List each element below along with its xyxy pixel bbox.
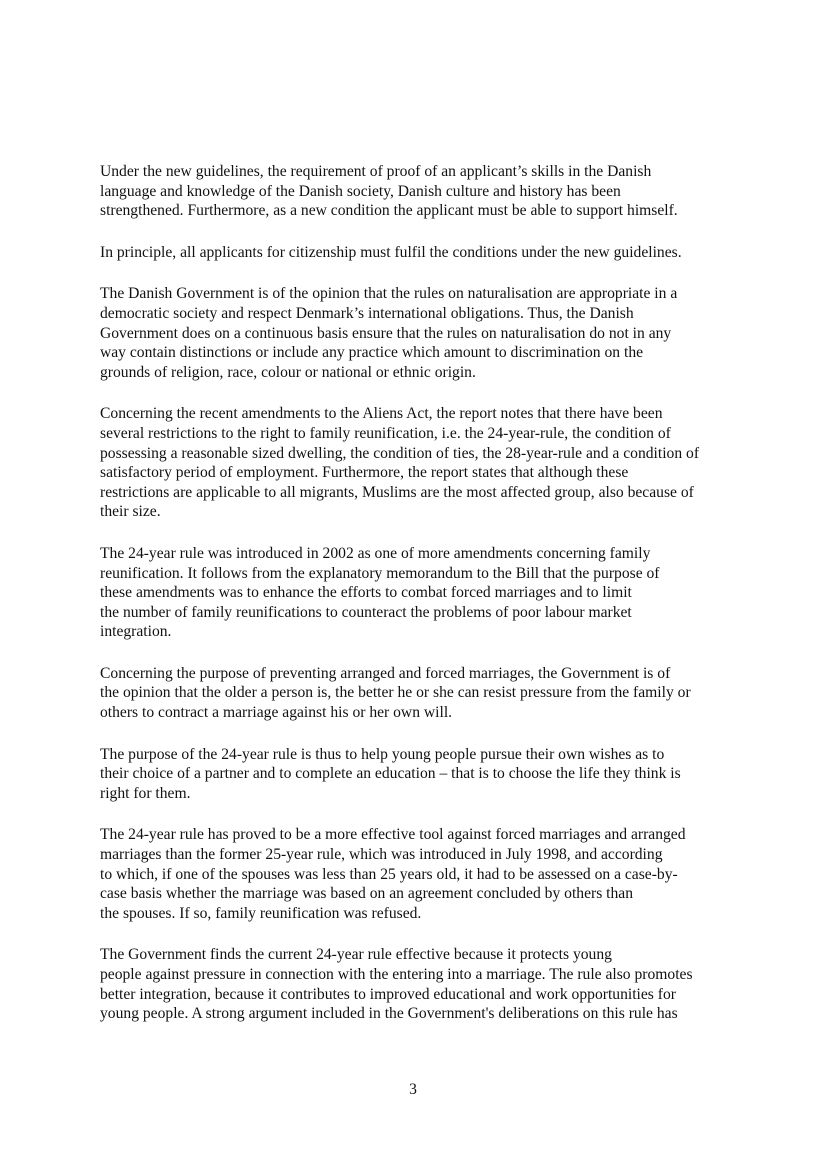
- text-line: integration.: [100, 623, 172, 641]
- text-line: the number of family reunifications to counteract the problems of poor labour market: [100, 603, 632, 621]
- text-line: right for them.: [100, 784, 191, 802]
- text-line: several restrictions to the right to family reunification, i.e. the 24-year-rule, the condition of: [100, 424, 671, 442]
- paragraph: [100, 825, 742, 923]
- text-line: reunification. It follows from the explanatory memorandum to the Bill that the purpose of: [100, 564, 660, 582]
- text-line: the opinion that the older a person is, the better he or she can resist pressure from the family or: [100, 684, 691, 702]
- paragraph: [100, 243, 742, 263]
- text-line: marriages than the former 25-year rule, which was introduced in July 1998, and according: [100, 846, 663, 864]
- text-line: The 24-year rule has proved to be a more effective tool against forced marriages and arranged: [100, 826, 686, 844]
- text-line: The Danish Government is of the opinion that the rules on naturalisation are appropriate in a: [100, 285, 678, 303]
- page-number: 3: [409, 1081, 417, 1098]
- body-text: [100, 162, 742, 1046]
- text-line: others to contract a marriage against his or her own will.: [100, 704, 453, 722]
- text-line: possessing a reasonable sized dwelling, the condition of ties, the 28-year-rule and a condition of: [100, 444, 700, 462]
- text-line: Concerning the purpose of preventing arranged and forced marriages, the Government is of: [100, 664, 671, 682]
- text-line: grounds of religion, race, colour or national or ethnic origin.: [100, 363, 476, 381]
- text-line: better integration, because it contributes to improved educational and work opportunities for: [100, 985, 676, 1003]
- paragraph: [100, 745, 742, 804]
- paragraph: [100, 284, 742, 382]
- text-line: In principle, all applicants for citizenship must fulfil the conditions under the new guidelines.: [100, 243, 682, 261]
- text-line: their size.: [100, 503, 161, 521]
- paragraph: [100, 544, 742, 642]
- text-line: satisfactory period of employment. Furthermore, the report states that although these: [100, 464, 629, 482]
- text-line: strengthened. Furthermore, as a new condition the applicant must be able to support himself.: [100, 202, 678, 220]
- text-line: The Government finds the current 24-year rule effective because it protects young: [100, 946, 612, 964]
- text-line: these amendments was to enhance the efforts to combat forced marriages and to limit: [100, 584, 632, 602]
- paragraph: [100, 664, 742, 723]
- text-line: people against pressure in connection with the entering into a marriage. The rule also promotes: [100, 966, 693, 983]
- text-line: to which, if one of the spouses was less than 25 years old, it had to be assessed on a case-by-: [100, 865, 678, 883]
- text-line: The purpose of the 24-year rule is thus to help young people pursue their own wishes as to: [100, 745, 665, 763]
- text-line: language and knowledge of the Danish society, Danish culture and history has been: [100, 182, 621, 200]
- text-line: democratic society and respect Denmark’s international obligations. Thus, the Danish: [100, 304, 634, 322]
- text-line: case basis whether the marriage was based on an agreement concluded by others than: [100, 885, 634, 903]
- text-line: The 24-year rule was introduced in 2002 as one of more amendments concerning family: [100, 544, 651, 562]
- text-line: the spouses. If so, family reunification was refused.: [100, 904, 422, 922]
- paragraph: [100, 162, 742, 221]
- paragraph: [100, 404, 742, 522]
- text-line: Under the new guidelines, the requirement of proof of an applicant’s skills in the Danish: [100, 163, 652, 180]
- text-line: restrictions are applicable to all migrants, Muslims are the most affected group, also because of: [100, 483, 694, 501]
- text-line: young people. A strong argument included in the Government's deliberations on this rule has: [100, 1005, 678, 1023]
- paragraph: [100, 945, 742, 1023]
- text-line: Government does on a continuous basis ensure that the rules on naturalisation do not in any: [100, 324, 672, 342]
- text-line: their choice of a partner and to complete an education – that is to choose the life they think is: [100, 765, 681, 783]
- text-line: Concerning the recent amendments to the Aliens Act, the report notes that there have been: [100, 405, 663, 423]
- text-line: way contain distinctions or include any practice which amount to discrimination on the: [100, 344, 644, 362]
